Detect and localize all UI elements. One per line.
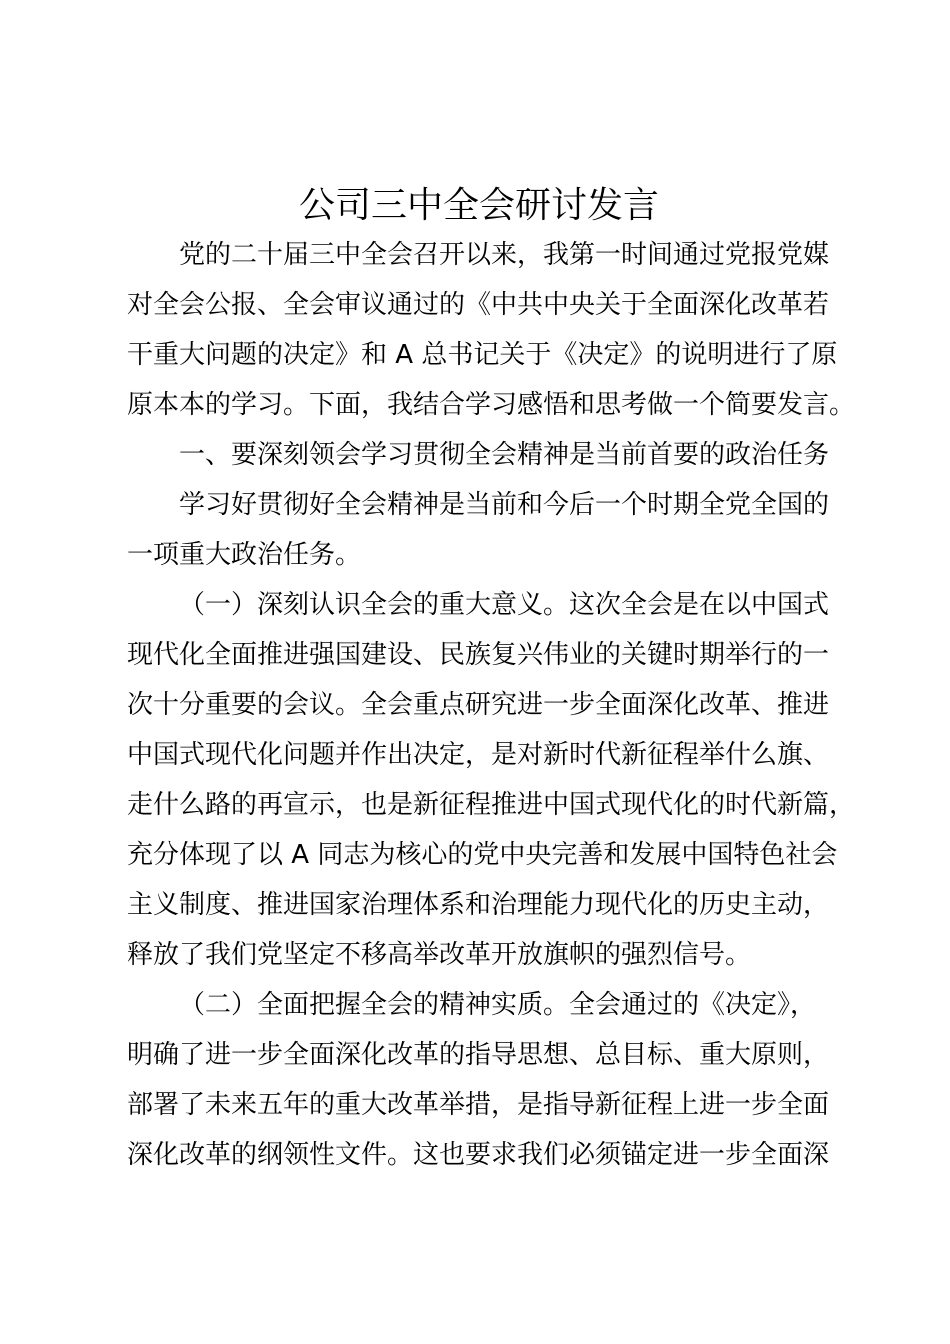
paragraph-line: 对全会公报、全会审议通过的《中共中央关于全面深化改革若 [127,290,830,320]
paragraph-line: 部署了未来五年的重大改革举措，是指导新征程上进一步全面 [127,1090,830,1120]
paragraph-line: 干重大问题的决定》和 A 总书记关于《决定》的说明进行了原 [127,340,838,370]
paragraph-line: 充分体现了以 A 同志为核心的党中央完善和发展中国特色社会 [127,840,838,870]
paragraph-line: （一）深刻认识全会的重大意义。这次全会是在以中国式 [179,590,830,620]
paragraph-line: （二）全面把握全会的精神实质。全会通过的《决定》， [179,990,817,1020]
paragraph-line: 走什么路的再宣示，也是新征程推进中国式现代化的时代新篇， [127,790,856,820]
paragraph-line: 一项重大政治任务。 [127,540,362,570]
section-heading: 一、要深刻领会学习贯彻全会精神是当前首要的政治任务 [179,440,830,470]
paragraph-line: 学习好贯彻好全会精神是当前和今后一个时期全党全国的 [179,490,830,520]
paragraph-line: 原本本的学习。下面，我结合学习感悟和思考做一个简要发言。 [127,390,856,420]
paragraph-line: 党的二十届三中全会召开以来，我第一时间通过党报党媒 [179,240,830,270]
paragraph-line: 次十分重要的会议。全会重点研究进一步全面深化改革、推进 [127,690,830,720]
paragraph-line: 现代化全面推进强国建设、民族复兴伟业的关键时期举行的一 [127,640,830,670]
paragraph-line: 释放了我们党坚定不移高举改革开放旗帜的强烈信号。 [127,940,752,970]
paragraph-line: 明确了进一步全面深化改革的指导思想、总目标、重大原则， [127,1040,830,1070]
paragraph-line: 深化改革的纲领性文件。这也要求我们必须锚定进一步全面深 [127,1140,830,1170]
paragraph-line: 中国式现代化问题并作出决定，是对新时代新征程举什么旗、 [127,740,830,770]
document-body [127,230,856,1180]
document-title: 公司三中全会研讨发言 [298,185,659,226]
paragraph-line: 主义制度、推进国家治理体系和治理能力现代化的历史主动， [127,890,830,920]
